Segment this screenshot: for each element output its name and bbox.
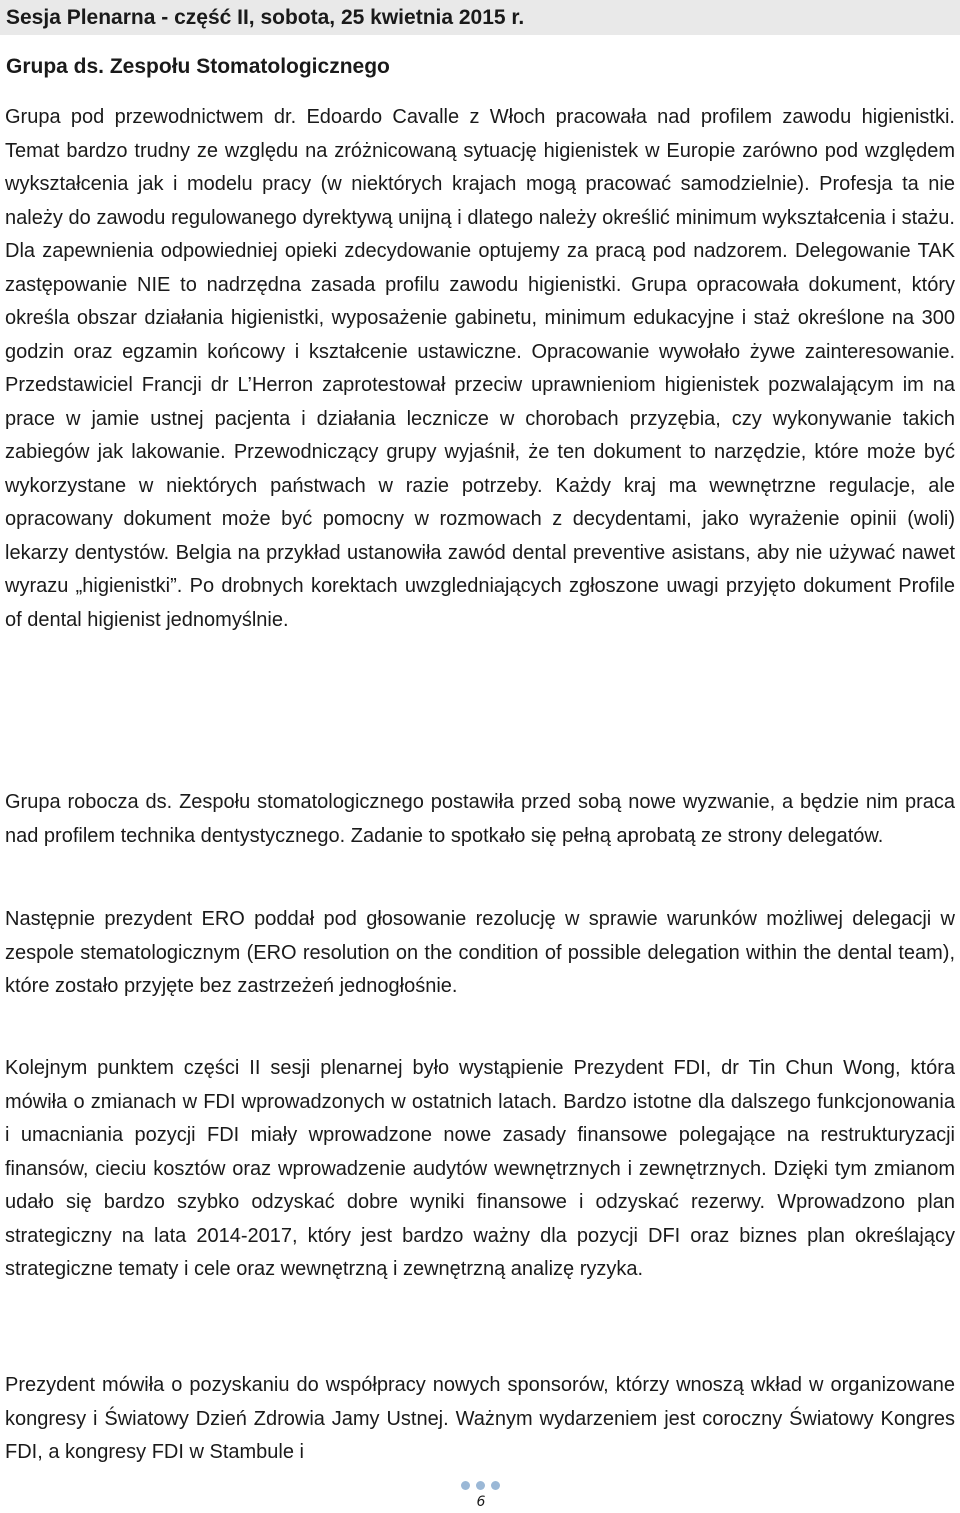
paragraph-fdi-president: Kolejnym punktem części II sesji plenarnej było wystąpienie Prezydent FDI, dr Tin Chun Wong, która mówiła o zmianach w FDI wprowadzonych w ostatnich latach. Bardzo istotne dla dalszego funkcjonowania i umacniania pozycji FDI miały wprowadzone nowe zasady finansowe polegające na restrukturyzacji finansów, cieciu kosztów oraz wprowadzenie audytów wewnętrznych i zewnętrznych. Dzięki tym zmianom udało się bardzo szybko odzyskać dobre wyniki finansowe i odzyskać rezerwy. Wprowadzono plan strategiczny na lata 2014-2017, który jest bardzo ważny dla pozycji DFI oraz biznes plan określający strategiczne tematy i cele oraz wewnętrzną i zewnętrzną analizę ryzyka. — [5, 1057, 955, 1280]
footer-dot — [461, 1481, 470, 1490]
session-header-bar — [0, 0, 960, 35]
footer-dot — [476, 1481, 485, 1490]
paragraph-sponsors: Prezydent mówiła o pozyskaniu do współpracy nowych sponsorów, którzy wnoszą wkład w organizowane kongresy i Światowy Dzień Zdrowia Jamy Ustnej. Ważnym wydarzeniem jest coroczny Światowy Kongres FDI, a kongresy FDI w Stambule i — [5, 1374, 955, 1463]
footer-dots-ornament — [461, 1481, 501, 1491]
footer-dot — [491, 1481, 500, 1490]
paragraph-dental-technician: Grupa robocza ds. Zespołu stomatologicznego postawiła przed sobą nowe wyzwanie, a będzie nim praca nad profilem technika dentystycznego. Zadanie to spotkało się pełną aprobatą ze strony delegatów. — [5, 791, 955, 847]
group-title: Grupa ds. Zespołu Stomatologicznego — [6, 55, 390, 78]
paragraph-hygienist-profile: Grupa pod przewodnictwem dr. Edoardo Cavalle z Włoch pracowała nad profilem zawodu higienistki. Temat bardzo trudny ze względu na zróżnicowaną sytuację higienistek w Europie zarówno pod względem wykształcenia jak i modelu pracy (w niektórych krajach mogą pracować samodzielnie). Profesja ta nie należy do zawodu regulowanego dyrektywą unijną i dlatego należy określić minimum wykształcenia i stażu. Dla zapewnienia odpowiedniej opieki zdecydowanie optujemy za pracą pod nadzorem. Delegowanie TAK zastępowanie NIE to nadrzędna zasada profilu zawodu higienistki. Grupa opracowała dokument, który określa obszar działania higienistki, wyposażenie gabinetu, minimum edukacyjne i staż określone na 300 godzin oraz egzamin końcowy i kształcenie ustawiczne. Opracowanie wywołało żywe zainteresowanie. Przedstawiciel Francji dr L’Herron zaprotestował przeciw uprawnieniom higienistek pozwalającym im na prace w jamie ustnej pacjenta i działania lecznicze w chorobach przyzębia, czy wykonywanie takich zabiegów jak lakowanie. Przewodniczący grupy wyjaśnił, że ten dokument to narzędzie, które może być wykorzystane w niektórych państwach w razie potrzeby. Każdy kraj ma wewnętrzne regulacje, ale opracowany dokument może być pomocny w rozmowach z decydentami, jako wyrażenie opinii (woli) lekarzy dentystów. Belgia na przykład ustanowiła zawód dental preventive asistans, aby nie używać nawet wyrazu „higienistki”. Po drobnych korektach uwzgledniających zgłoszone uwagi przyjęto dokument Profile of dental higienist jednomyślnie. — [5, 106, 955, 631]
paragraph-ero-resolution: Następnie prezydent ERO poddał pod głosowanie rezolucję w sprawie warunków możliwej delegacji w zespole stematologicznym (ERO resolution on the condition of possible delegation within the dental team), które zostało przyjęte bez zastrzeżeń jednogłośnie. — [5, 908, 955, 997]
page-number: 6 — [476, 1494, 486, 1510]
session-title: Sesja Plenarna - część II, sobota, 25 kwietnia 2015 r. — [6, 6, 525, 29]
